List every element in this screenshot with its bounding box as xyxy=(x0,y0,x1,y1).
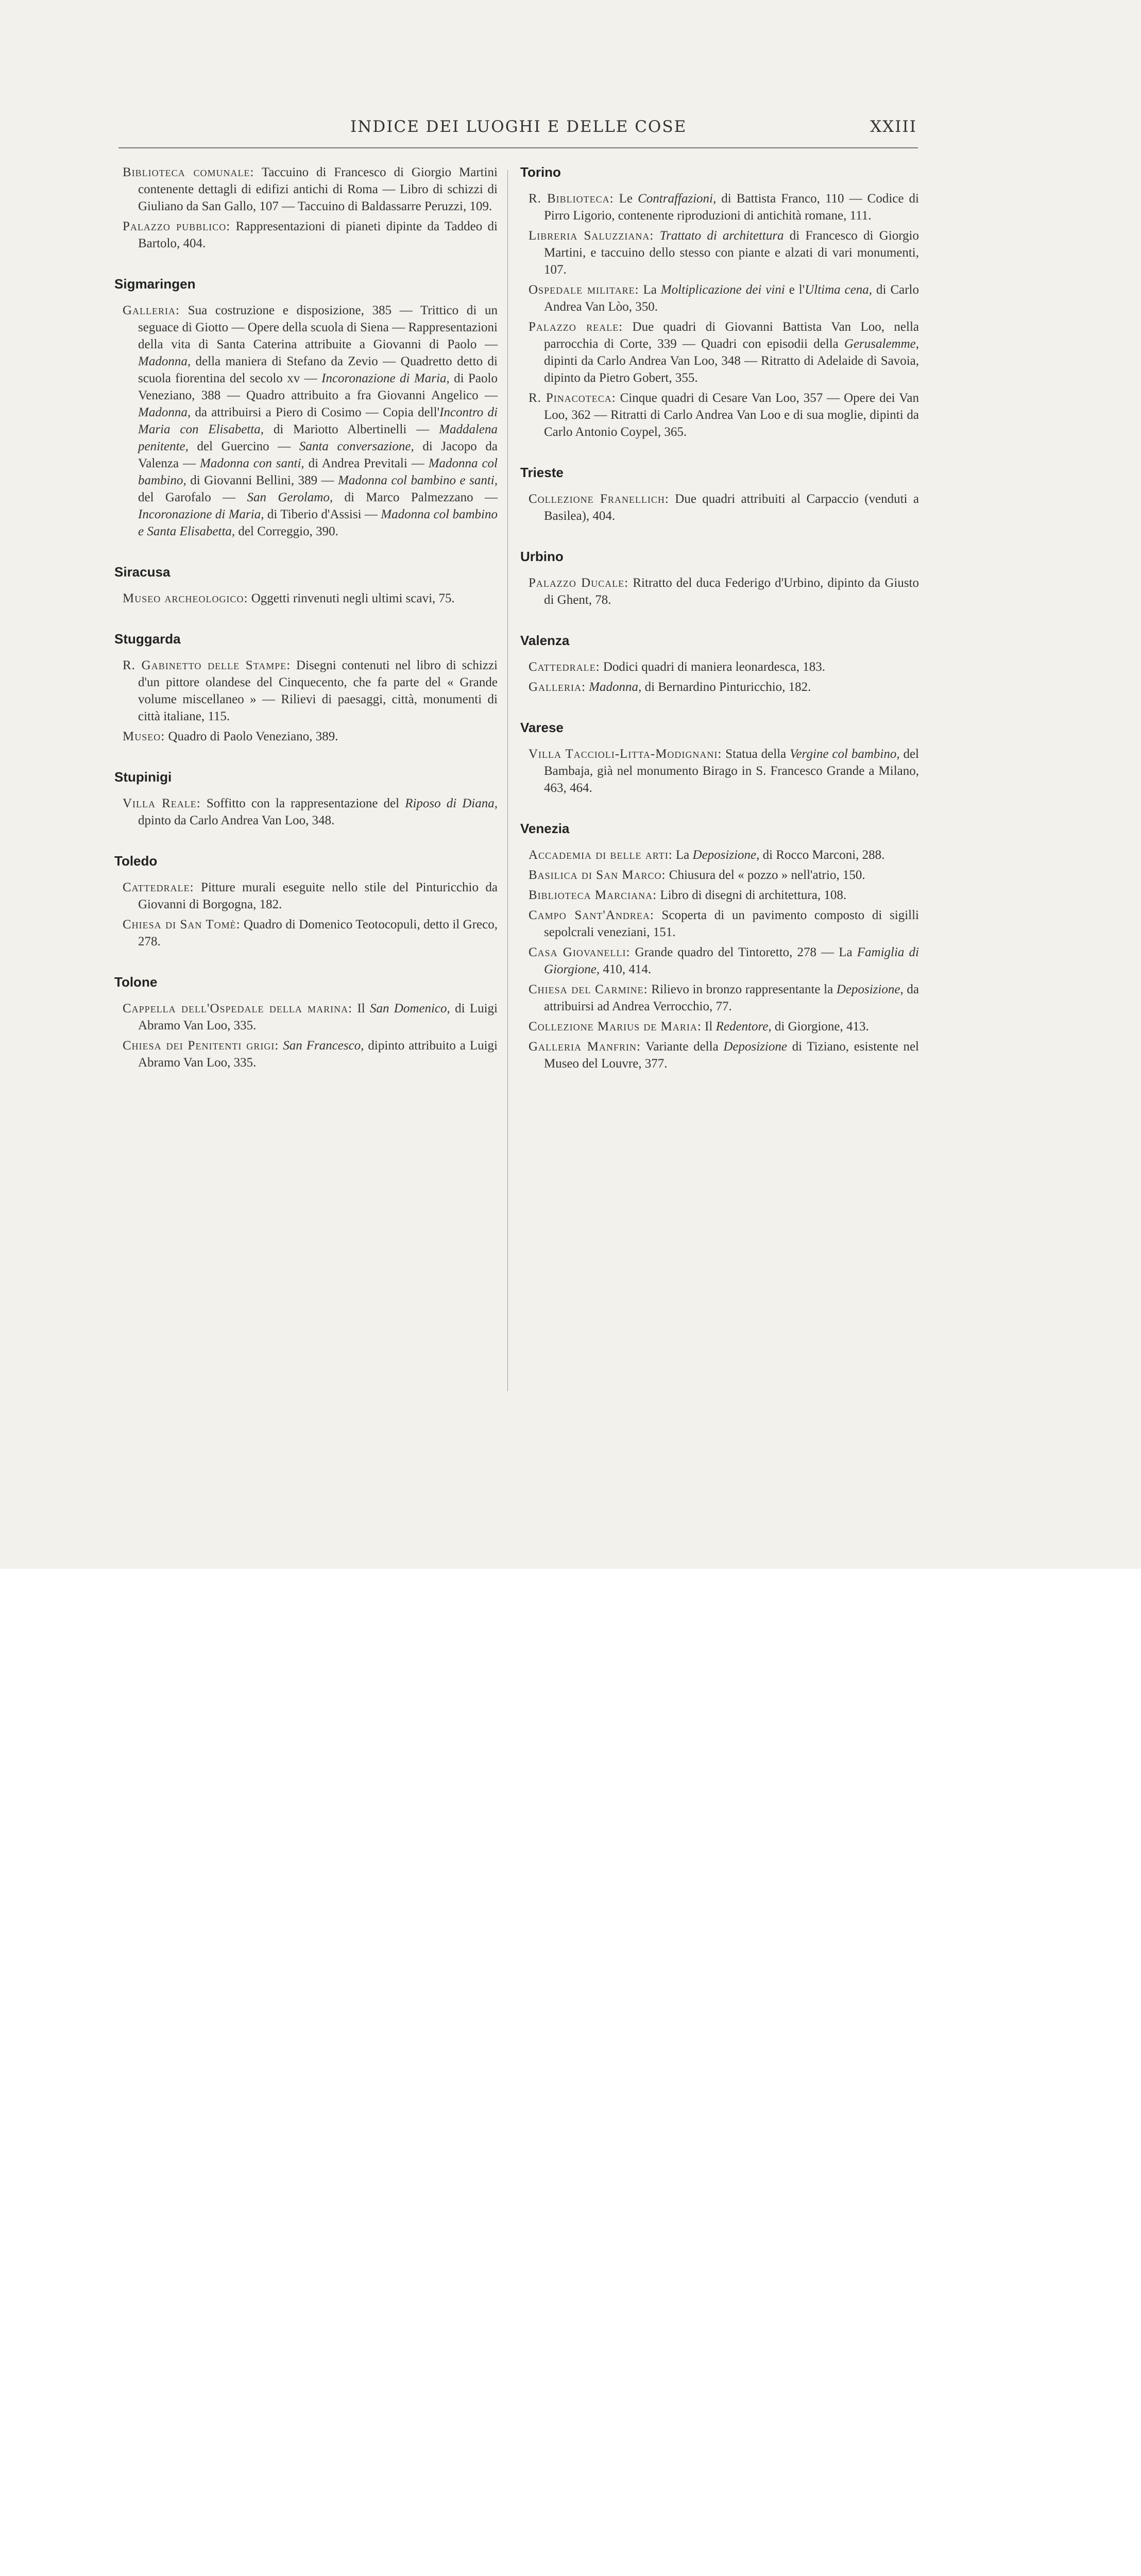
entry-label: Biblioteca Marciana: xyxy=(529,888,657,902)
entry-label: Cattedrale: xyxy=(123,880,194,894)
entry-label: Basilica di San Marco: xyxy=(529,868,666,882)
index-entry: R. Biblioteca: Le Contraffazioni, di Battista Franco, 110 — Codice di Pirro Ligorio, contenente riproduzioni di antichità romane, 111. xyxy=(529,192,919,223)
artwork-title: Contraffazioni, xyxy=(638,192,717,206)
index-entry: Galleria Manfrin: Variante della Deposizione di Tiziano, esistente nel Museo del Louvre, 377. xyxy=(529,1040,919,1071)
entry-label: Museo: xyxy=(123,730,165,743)
index-entry: Collezione Marius de Maria: Il Redentore, di Giorgione, 413. xyxy=(529,1020,869,1033)
place-heading: Urbino xyxy=(520,549,564,564)
index-entry: Museo archeologico: Oggetti rinvenuti negli ultimi scavi, 75. xyxy=(123,591,455,605)
artwork-title: San Francesco, xyxy=(283,1039,364,1053)
artwork-title: Moltiplicazione dei vini xyxy=(660,283,785,297)
index-entry: Museo: Quadro di Paolo Veneziano, 389. xyxy=(123,730,338,743)
artwork-title: Madonna col bambino, xyxy=(138,456,498,487)
artwork-title: Madonna, xyxy=(589,680,642,694)
entry-label: R. Pinacoteca: xyxy=(529,391,616,405)
index-section xyxy=(520,719,919,796)
artwork-title: Riposo di Diana, xyxy=(405,796,498,810)
index-entry: Basilica di San Marco: Chiusura del « pozzo » nell'atrio, 150. xyxy=(529,868,865,882)
index-section xyxy=(114,276,498,540)
entry-label: Galleria: xyxy=(529,680,586,694)
index-entry: Palazzo pubblico: Rappresentazioni di pianeti dipinte da Taddeo di Bartolo, 404. xyxy=(123,219,498,250)
place-heading: Varese xyxy=(520,720,564,735)
index-entry: Cattedrale: Dodici quadri di maniera leonardesca, 183. xyxy=(529,660,825,674)
artwork-title: Famiglia di Giorgione, xyxy=(544,945,919,976)
index-entry: Biblioteca comunale: Taccuino di Francesco di Giorgio Martini contenente dettagli di edifizi antichi di Roma — Libro di schizzi di Giuliano da San Gallo, 107 — Taccuino di Baldassarre Peruzzi, 109. xyxy=(123,165,498,213)
artwork-title: Ultima cena, xyxy=(805,283,873,297)
place-heading: Valenza xyxy=(520,633,570,648)
index-section xyxy=(114,631,498,745)
index-section xyxy=(520,632,919,696)
place-heading: Torino xyxy=(520,164,561,180)
index-entry: R. Gabinetto delle Stampe: Disegni contenuti nel libro di schizzi d'un pittore olandese del Cinquecento, che fa parte del « Grande volume miscellaneo » — Rilievi di paesaggi, città, monumenti di città italiane, 115. xyxy=(123,658,498,723)
artwork-title: Deposizione, xyxy=(836,982,904,996)
artwork-title: Incoronazione di Maria, xyxy=(138,507,264,521)
header-rule xyxy=(118,147,918,148)
place-heading: Siracusa xyxy=(114,564,171,580)
artwork-title: Incoronazione di Maria, xyxy=(321,371,450,385)
entry-label: Palazzo reale: xyxy=(529,320,623,334)
artwork-title: Gerusalemme, xyxy=(844,337,919,351)
entry-label: Cappella dell'Ospedale della marina: xyxy=(123,1002,353,1015)
entry-label: Casa Giovanelli: xyxy=(529,945,631,959)
index-section xyxy=(520,464,919,524)
artwork-title: Santa conversazione, xyxy=(299,439,414,453)
artwork-title: Madonna col bambino e santi, xyxy=(338,473,498,487)
index-entry: Villa Taccioli-Litta-Modignani: Statua della Vergine col bambino, del Bambaja, già nel monumento Birago in S. Francesco Grande a Milano, 463, 464. xyxy=(529,747,919,795)
index-entry: Accademia di belle arti: La Deposizione, di Rocco Marconi, 288. xyxy=(529,848,885,862)
entry-label: Chiesa dei Penitenti grigi: xyxy=(123,1039,279,1053)
place-heading: Tolone xyxy=(114,974,158,990)
entry-label: Galleria Manfrin: xyxy=(529,1040,641,1054)
index-entry: Chiesa del Carmine: Rilievo in bronzo rappresentante la Deposizione, da attribuirsi ad Andrea Verrocchio, 77. xyxy=(529,982,919,1013)
index-entry: Palazzo Ducale: Ritratto del duca Federigo d'Urbino, dipinto da Giusto di Ghent, 78. xyxy=(529,576,919,607)
entry-label: Chiesa di San Tomè: xyxy=(123,918,241,931)
entry-label: Collezione Marius de Maria: xyxy=(529,1020,702,1033)
index-entry: Libreria Saluzziana: Trattato di architettura di Francesco di Giorgio Martini, e taccuino dello stesso con piante e alzati di vari monumenti, 107. xyxy=(529,229,919,277)
artwork-title: San Domenico, xyxy=(369,1002,450,1015)
artwork-title: Madonna, xyxy=(138,405,191,419)
index-entry: Villa Reale: Soffitto con la rappresentazione del Riposo di Diana, dpinto da Carlo Andrea Van Loo, 348. xyxy=(123,796,498,827)
right-column xyxy=(520,164,919,1096)
index-entry: Chiesa di San Tomè: Quadro di Domenico Teotocopuli, detto il Greco, 278. xyxy=(123,918,498,948)
artwork-title: Madonna con santi, xyxy=(200,456,304,470)
artwork-title: Madonna col bambino e Santa Elisabetta, xyxy=(138,507,498,538)
entry-label: R. Gabinetto delle Stampe: xyxy=(123,658,291,672)
artwork-title: Trattato di architettura xyxy=(659,229,784,243)
entry-label: R. Biblioteca: xyxy=(529,192,614,206)
entry-label: Palazzo Ducale: xyxy=(529,576,629,590)
artwork-title: Madonna, xyxy=(138,354,191,368)
page-title: INDICE DEI LUOGHI E DELLE COSE xyxy=(350,117,687,136)
index-section xyxy=(114,564,498,607)
index-section xyxy=(520,548,919,608)
entry-label: Galleria: xyxy=(123,303,180,317)
column-divider xyxy=(507,170,508,1391)
index-section xyxy=(114,853,498,950)
artwork-title: Deposizione, xyxy=(692,848,760,862)
index-entry: Chiesa dei Penitenti grigi: San Francesco, dipinto attribuito a Luigi Abramo Van Loo, 335. xyxy=(123,1039,498,1070)
entry-label: Collezione Franellich: xyxy=(529,492,669,506)
page-number: XXIII xyxy=(870,117,917,136)
entry-label: Ospedale militare: xyxy=(529,283,639,297)
entry-label: Museo archeologico: xyxy=(123,591,248,605)
running-head xyxy=(118,117,917,143)
index-entry: Cappella dell'Ospedale della marina: Il San Domenico, di Luigi Abramo Van Loo, 335. xyxy=(123,1002,498,1032)
index-section xyxy=(520,164,919,440)
index-entry: Campo Sant'Andrea: Scoperta di un pavimento composto di sigilli sepolcrali veneziani, 151. xyxy=(529,908,919,939)
index-entry: Cattedrale: Pitture murali eseguite nello stile del Pinturicchio da Giovanni di Borgogna, 182. xyxy=(123,880,498,911)
entry-label: Biblioteca comunale: xyxy=(123,165,254,179)
artwork-title: Deposizione xyxy=(723,1040,787,1054)
left-column xyxy=(114,164,498,1095)
place-heading: Trieste xyxy=(520,465,564,480)
artwork-title: Vergine col bambino, xyxy=(790,747,900,761)
artwork-title: San Gerolamo, xyxy=(247,490,333,504)
place-heading: Sigmaringen xyxy=(114,276,196,292)
entry-label: Cattedrale: xyxy=(529,660,600,674)
index-entry: Palazzo reale: Due quadri di Giovanni Battista Van Loo, nella parrocchia di Corte, 339 — Quadri con episodii della Gerusalemme, dipinti da Carlo Andrea Van Loo, 348 — Ritratto di Adelaide di Savoia, dipinto da Pietro Gobert, 355. xyxy=(529,320,919,385)
place-heading: Toledo xyxy=(114,853,158,869)
artwork-title: Maddalena penitente, xyxy=(138,422,498,453)
place-heading: Venezia xyxy=(520,821,570,836)
index-entry: R. Pinacoteca: Cinque quadri di Cesare Van Loo, 357 — Opere dei Van Loo, 362 — Ritratti di Carlo Andrea Van Loo e di sua moglie, dipinti da Carlo Antonio Coypel, 365. xyxy=(529,391,919,439)
place-heading: Stupinigi xyxy=(114,769,172,785)
index-entry: Collezione Franellich: Due quadri attribuiti al Carpaccio (venduti a Basilea), 404. xyxy=(529,492,919,523)
entry-label: Chiesa del Carmine: xyxy=(529,982,648,996)
index-entry: Galleria: Madonna, di Bernardino Pinturicchio, 182. xyxy=(529,680,811,694)
artwork-title: Redentore, xyxy=(716,1020,772,1033)
entry-label: Villa Taccioli-Litta-Modignani: xyxy=(529,747,722,761)
footer-bar xyxy=(0,1569,1141,1720)
index-section xyxy=(520,820,919,1072)
entry-label: Palazzo pubblico: xyxy=(123,219,231,233)
place-heading: Stuggarda xyxy=(114,631,181,647)
index-section xyxy=(114,974,498,1071)
index-entry: Casa Giovanelli: Grande quadro del Tintoretto, 278 — La Famiglia di Giorgione, 410, 414. xyxy=(529,945,919,976)
entry-label: Villa Reale: xyxy=(123,796,201,810)
entry-label: Libreria Saluzziana: xyxy=(529,229,654,243)
entry-label: Campo Sant'Andrea: xyxy=(529,908,654,922)
entry-label: Accademia di belle arti: xyxy=(529,848,673,862)
index-section xyxy=(114,769,498,829)
index-entry: Galleria: Sua costruzione e disposizione, 385 — Trittico di un seguace di Giotto — Opere della scuola di Siena — Rappresentazioni della vita di Santa Caterina attribuite a Giovanni di Paolo — Madonna, della maniera di Stefano da Zevio — Quadretto detto di scuola fiorentina del secolo xv — Incoronazione di Maria, di Paolo Veneziano, 388 — Quadro attribuito a fra Giovanni Angelico — Madonna, da attribuirsi a Piero di Cosimo — Copia dell'Incontro di Maria con Elisabetta, di Mariotto Albertinelli — Maddalena penitente, del Guercino — Santa conversazione, di Jacopo da Valenza — Madonna con santi, di Andrea Previtali — Madonna col bambino, di Giovanni Bellini, 389 — Madonna col bambino e santi, del Garofalo — San Gerolamo, di Marco Palmezzano — Incoronazione di Maria, di Tiberio d'Assisi — Madonna col bambino e Santa Elisabetta, del Correggio, 390. xyxy=(123,303,498,538)
index-entry: Biblioteca Marciana: Libro di disegni di architettura, 108. xyxy=(529,888,847,902)
artwork-title: Incontro di Maria con Elisabetta, xyxy=(138,405,498,436)
index-section xyxy=(123,164,498,252)
index-entry: Ospedale militare: La Moltiplicazione dei vini e l'Ultima cena, di Carlo Andrea Van Lòo, 350. xyxy=(529,283,919,314)
